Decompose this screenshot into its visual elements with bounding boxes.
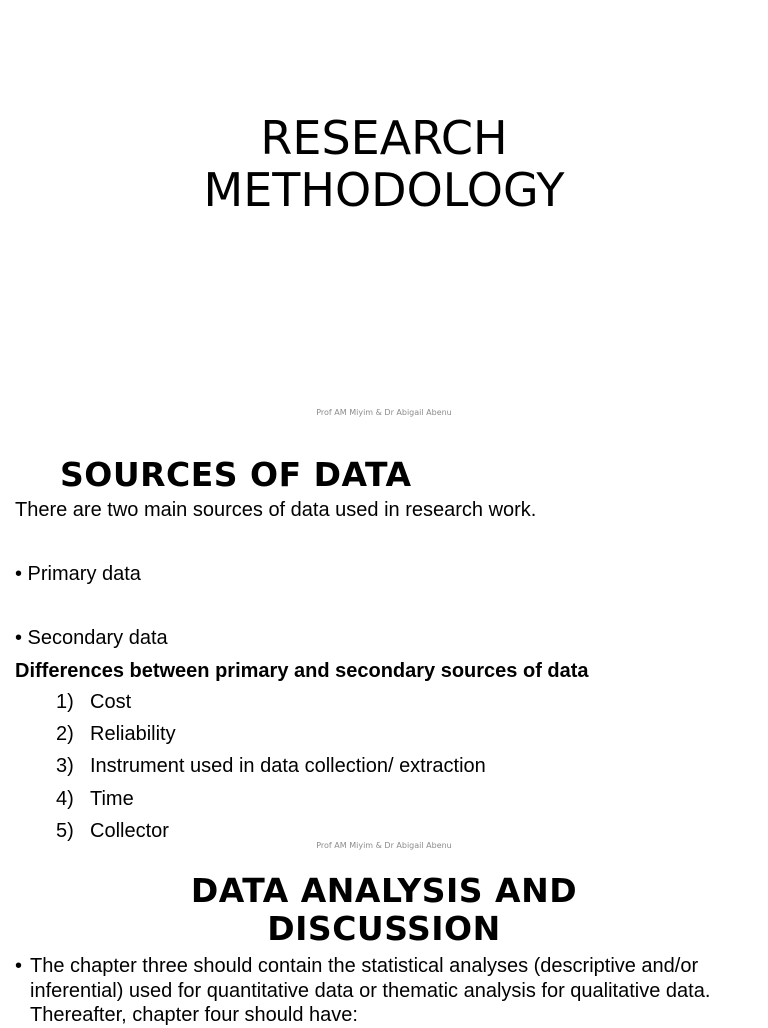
slide-sources-of-data	[0, 432, 768, 864]
bullet-symbol: •	[15, 955, 23, 977]
differences-list	[56, 690, 486, 851]
list-item-text: Time	[90, 787, 134, 810]
list-item-text: Cost	[90, 691, 132, 713]
title-line-2: DISCUSSION	[267, 909, 501, 948]
title-line-2: METHODOLOGY	[203, 163, 565, 217]
intro-text: There are two main sources of data used in research work.	[15, 499, 537, 521]
list-item	[56, 690, 486, 722]
list-number: 5)	[56, 819, 74, 842]
slide-title	[0, 112, 768, 216]
slide-title: SOURCES OF DATA	[60, 455, 412, 494]
list-item-text: Collector	[90, 819, 169, 842]
title-line-1: RESEARCH	[260, 111, 508, 165]
list-item-text: Reliability	[90, 723, 176, 746]
list-item	[56, 722, 486, 754]
list-number: 3)	[56, 755, 74, 778]
slide-data-analysis	[0, 864, 768, 1024]
list-item	[56, 787, 486, 819]
list-item	[56, 754, 486, 786]
bullet-primary-data: • Primary data	[15, 563, 141, 585]
bullet-paragraph	[15, 954, 755, 1028]
list-number: 2)	[56, 723, 74, 746]
slide-footer: Prof AM Miyim & Dr Abigail Abenu	[316, 841, 452, 850]
bullet-secondary-data: • Secondary data	[15, 627, 168, 649]
differences-heading: Differences between primary and secondary sources of data	[15, 660, 589, 682]
list-item-text: Instrument used in data collection/ extraction	[90, 755, 486, 778]
list-number: 1)	[56, 691, 74, 713]
bullet-text: The chapter three should contain the statistical analyses (descriptive and/or inferential) used for quantitative data or thematic analysis for qualitative data. Thereafter, chapter four should have:	[30, 955, 711, 1026]
title-line-1: DATA ANALYSIS AND	[190, 871, 578, 910]
list-number: 4)	[56, 787, 74, 810]
slide-research-methodology	[0, 0, 768, 432]
slide-footer: Prof AM Miyim & Dr Abigail Abenu	[316, 408, 452, 417]
slide-title	[0, 872, 768, 948]
